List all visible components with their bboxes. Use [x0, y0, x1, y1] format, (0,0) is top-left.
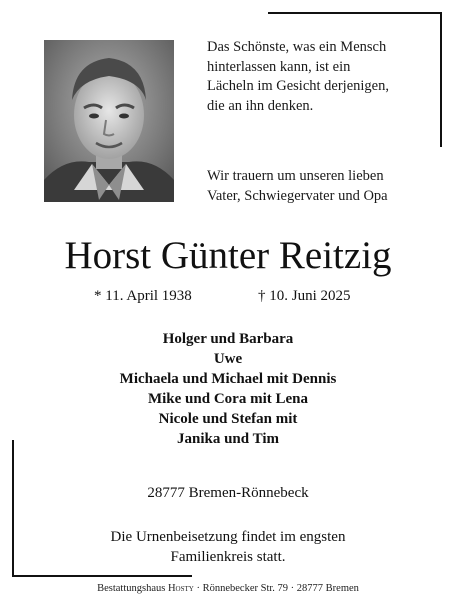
deceased-name: Horst Günter Reitzig: [64, 234, 392, 277]
quote-line: die an ihn denken.: [207, 97, 314, 114]
death-date: † 10. Juni 2025: [258, 288, 351, 304]
family-line: Nicole und Stefan mit: [158, 411, 298, 427]
birth-date: * 11. April 1938: [94, 288, 192, 304]
frame-line-right: [440, 12, 442, 147]
family-line: Michaela und Michael mit Dennis: [119, 371, 337, 387]
family-line: Mike und Cora mit Lena: [147, 391, 308, 407]
frame-line-bottom: [12, 575, 192, 577]
quote-line: Das Schönste, was ein Mensch: [207, 39, 387, 55]
family-line: Holger und Barbara: [162, 331, 294, 347]
footer-prefix: Bestattungshaus: [97, 583, 168, 594]
portrait-image: [44, 40, 174, 202]
portrait-photo: [44, 40, 174, 202]
funeral-home-footer: [0, 582, 456, 596]
family-line: Uwe: [213, 351, 243, 367]
burial-line: Die Urnenbeisetzung findet im engsten: [110, 529, 346, 545]
memorial-quote: [207, 38, 437, 116]
mourning-line: Vater, Schwiegervater und Opa: [207, 187, 388, 204]
mourning-line: Wir trauern um unseren lieben: [207, 168, 384, 184]
funeral-home-name: Hosty: [167, 583, 194, 594]
frame-line-top: [268, 12, 442, 14]
quote-line: hinterlassen kann, ist ein: [207, 58, 351, 75]
burial-line: Familienkreis statt.: [170, 549, 286, 565]
mourning-statement: [207, 167, 437, 206]
funeral-home-address: · Rönnebecker Str. 79 · 28777 Bremen: [193, 583, 359, 594]
quote-line: Lächeln im Gesicht derjenigen,: [207, 78, 389, 94]
burial-notice: [0, 527, 456, 567]
family-line: Janika und Tim: [176, 431, 279, 447]
place: 28777 Bremen-Rönnebeck: [147, 485, 309, 501]
family-list: [0, 329, 456, 449]
